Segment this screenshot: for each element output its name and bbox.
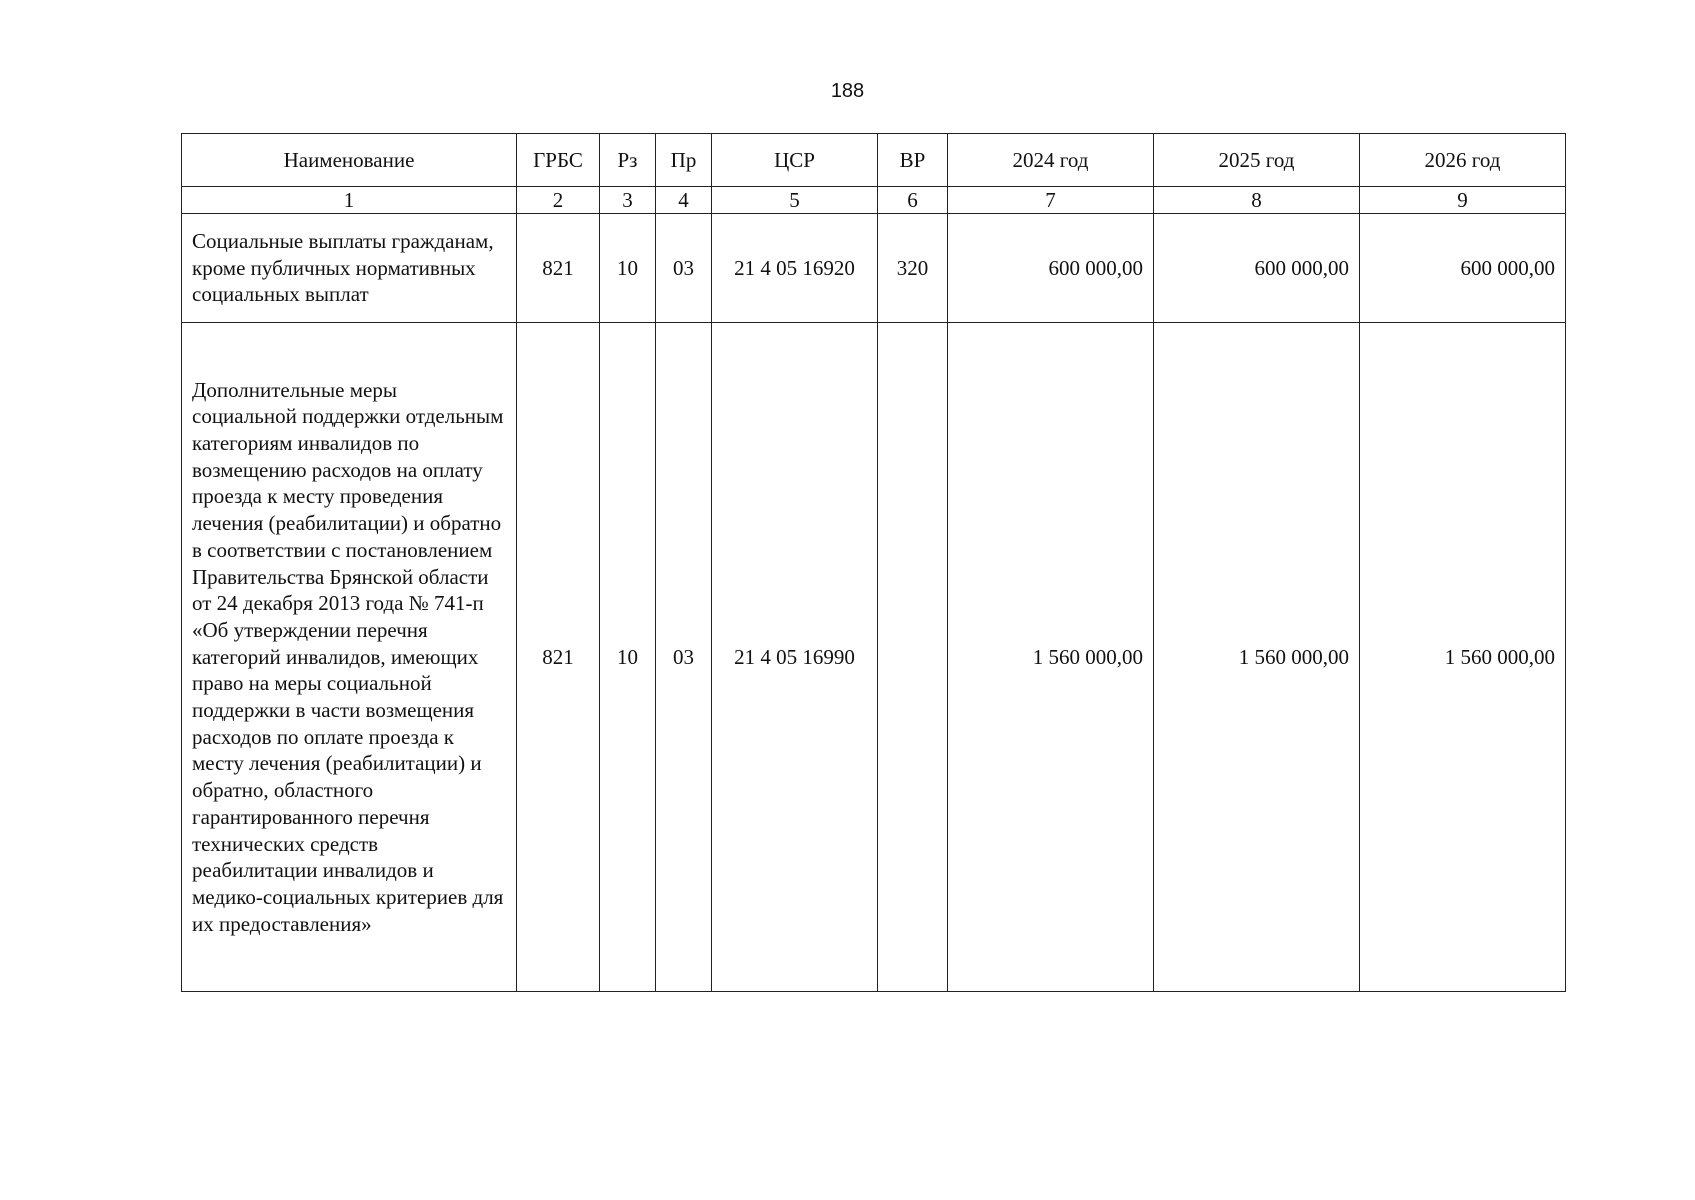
row-name: Социальные выплаты гражданам, кроме публичных нормативных социальных выплат [182, 214, 517, 323]
row-rz: 10 [600, 214, 656, 323]
row-vr: 320 [878, 214, 948, 323]
row-amount-2025: 600 000,00 [1154, 214, 1360, 323]
row-amount-2026: 1 560 000,00 [1360, 323, 1566, 992]
header-name: Наименование [182, 134, 517, 187]
row-pr: 03 [656, 323, 712, 992]
column-number: 8 [1154, 187, 1360, 214]
page-number: 188 [830, 80, 865, 102]
column-number-row [182, 187, 1566, 214]
row-grbs: 821 [517, 214, 600, 323]
row-name: Дополнительные меры социальной поддержки отдельным категориям инвалидов по возмещению расходов на оплату проезда к месту проведения лечения (реабилитации) и обратно в соответствии с постановлением Правительства Брянской области от 24 декабря 2013 года № 741-п «Об утверждении перечня категорий инвалидов, имеющих право на меры социальной поддержки в части возмещения расходов по оплате проезда к месту лечения (реабилитации) и обратно, областного гарантированного перечня технических средств реабилитации инвалидов и медико-социальных критериев для их предоставления» [182, 323, 517, 992]
table-row [182, 323, 1566, 992]
header-2026: 2026 год [1360, 134, 1566, 187]
column-number: 6 [878, 187, 948, 214]
header-2024: 2024 год [948, 134, 1154, 187]
header-grbs: ГРБС [517, 134, 600, 187]
row-pr: 03 [656, 214, 712, 323]
header-2025: 2025 год [1154, 134, 1360, 187]
row-csr: 21 4 05 16990 [712, 323, 878, 992]
column-number: 9 [1360, 187, 1566, 214]
table-row [182, 214, 1566, 323]
header-pr: Пр [656, 134, 712, 187]
row-amount-2024: 600 000,00 [948, 214, 1154, 323]
row-rz: 10 [600, 323, 656, 992]
row-grbs: 821 [517, 323, 600, 992]
row-csr: 21 4 05 16920 [712, 214, 878, 323]
header-rz: Рз [600, 134, 656, 187]
row-amount-2025: 1 560 000,00 [1154, 323, 1360, 992]
header-csr: ЦСР [712, 134, 878, 187]
column-number: 2 [517, 187, 600, 214]
column-number: 7 [948, 187, 1154, 214]
row-vr [878, 323, 948, 992]
column-number: 1 [182, 187, 517, 214]
column-number: 3 [600, 187, 656, 214]
column-number: 4 [656, 187, 712, 214]
row-amount-2026: 600 000,00 [1360, 214, 1566, 323]
header-vr: ВР [878, 134, 948, 187]
row-amount-2024: 1 560 000,00 [948, 323, 1154, 992]
header-row [182, 134, 1566, 187]
column-number: 5 [712, 187, 878, 214]
budget-table [181, 133, 1566, 992]
